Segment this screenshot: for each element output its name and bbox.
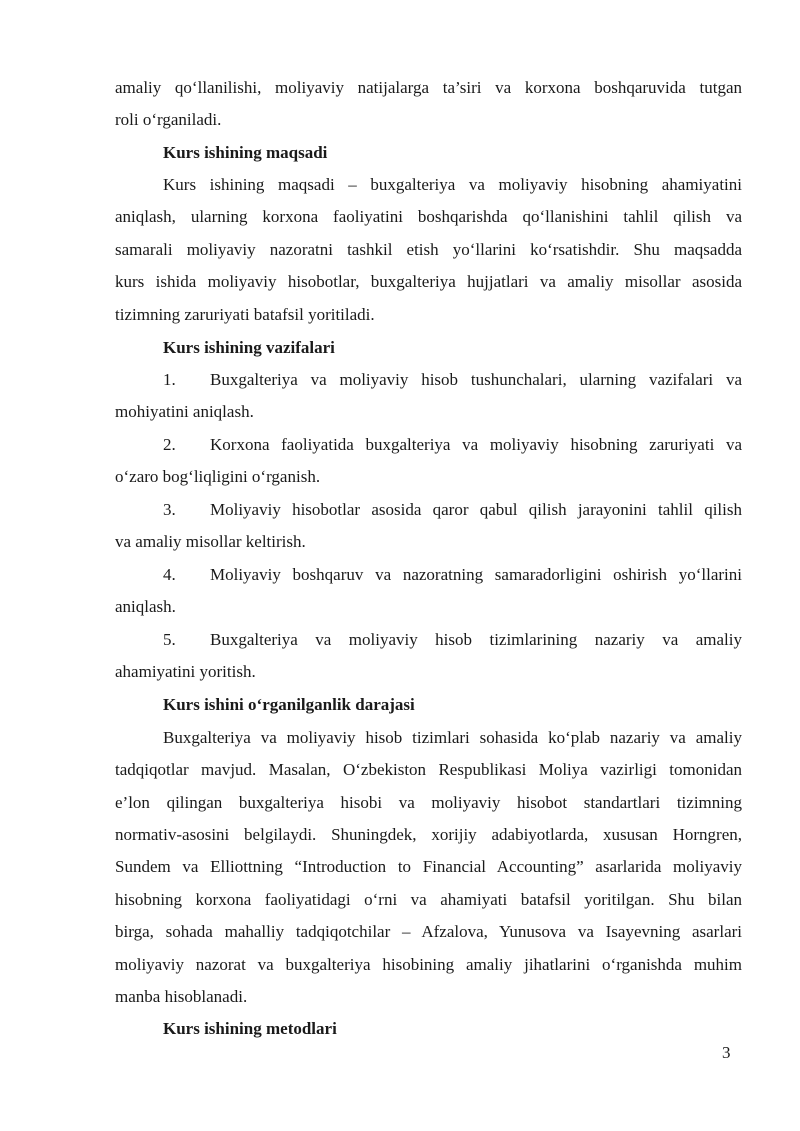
list-item-text: Moliyaviy boshqaruv va nazoratning samaradorligini oshirish yo‘llarini bbox=[210, 565, 742, 584]
list-item-text: va amaliy misollar keltirish. bbox=[115, 532, 306, 551]
paragraph-line: samarali moliyaviy nazoratni tashkil etish yo‘llarini ko‘rsatishdir. Shu maqsadda bbox=[115, 240, 742, 259]
section-heading-metodlar: Kurs ishining metodlari bbox=[163, 1019, 337, 1038]
paragraph-line: aniqlash, ularning korxona faoliyatini boshqarishda qo‘llanishini tahlil qilish va bbox=[115, 207, 742, 226]
paragraph-line: hisobning korxona faoliyatidagi o‘rni va ahamiyati batafsil yoritilgan. Shu bilan bbox=[115, 890, 742, 909]
list-item-text: aniqlash. bbox=[115, 597, 176, 616]
list-item-text: Korxona faoliyatida buxgalteriya va moliyaviy hisobning zaruriyati va bbox=[210, 435, 742, 454]
paragraph-line: tizimning zaruriyati batafsil yoritiladi. bbox=[115, 305, 375, 324]
list-item-text: mohiyatini aniqlash. bbox=[115, 402, 254, 421]
list-item-number: 2. bbox=[163, 435, 176, 454]
section-heading-vazifalar: Kurs ishining vazifalari bbox=[163, 338, 335, 357]
paragraph-line: Kurs ishining maqsadi – buxgalteriya va moliyaviy hisobning ahamiyatini bbox=[163, 175, 742, 194]
intro-line: amaliy qo‘llanilishi, moliyaviy natijalarga ta’siri va korxona boshqaruvida tutgan bbox=[115, 78, 742, 97]
list-item-text: Buxgalteriya va moliyaviy hisob tizimlarining nazariy va amaliy bbox=[210, 630, 742, 649]
paragraph-line: Buxgalteriya va moliyaviy hisob tizimlari sohasida ko‘plab nazariy va amaliy bbox=[163, 728, 742, 747]
list-item-number: 1. bbox=[163, 370, 176, 389]
list-item-text: Buxgalteriya va moliyaviy hisob tushunchalari, ularning vazifalari va bbox=[210, 370, 742, 389]
list-item-number: 4. bbox=[163, 565, 176, 584]
list-item-text: Moliyaviy hisobotlar asosida qaror qabul qilish jarayonini tahlil qilish bbox=[210, 500, 742, 519]
paragraph-line: Sundem va Elliottning “Introduction to Financial Accounting” asarlarida moliyaviy bbox=[115, 857, 742, 876]
paragraph-line: moliyaviy nazorat va buxgalteriya hisobining amaliy jihatlarini o‘rganishda muhim bbox=[115, 955, 742, 974]
intro-line: roli o‘rganiladi. bbox=[115, 110, 222, 129]
list-item-number: 5. bbox=[163, 630, 176, 649]
paragraph-line: kurs ishida moliyaviy hisobotlar, buxgalteriya hujjatlari va amaliy misollar asosida bbox=[115, 272, 742, 291]
list-item-number: 3. bbox=[163, 500, 176, 519]
paragraph-line: e’lon qilingan buxgalteriya hisobi va moliyaviy hisobot standartlari tizimning bbox=[115, 793, 742, 812]
page-number: 3 bbox=[722, 1043, 731, 1062]
list-item-text: ahamiyatini yoritish. bbox=[115, 662, 256, 681]
paragraph-line: manba hisoblanadi. bbox=[115, 987, 248, 1006]
paragraph-line: normativ-asosini belgilaydi. Shuningdek, xorijiy adabiyotlarda, xususan Horngren, bbox=[115, 825, 742, 844]
paragraph-line: tadqiqotlar mavjud. Masalan, O‘zbekiston Respublikasi Moliya vazirligi tomonidan bbox=[115, 760, 742, 779]
section-heading-organilganlik: Kurs ishini o‘rganilganlik darajasi bbox=[163, 695, 415, 714]
section-heading-maqsad: Kurs ishining maqsadi bbox=[163, 143, 328, 162]
list-item-text: o‘zaro bog‘liqligini o‘rganish. bbox=[115, 467, 321, 486]
paragraph-line: birga, sohada mahalliy tadqiqotchilar – Afzalova, Yunusova va Isayevning asarlari bbox=[115, 922, 742, 941]
